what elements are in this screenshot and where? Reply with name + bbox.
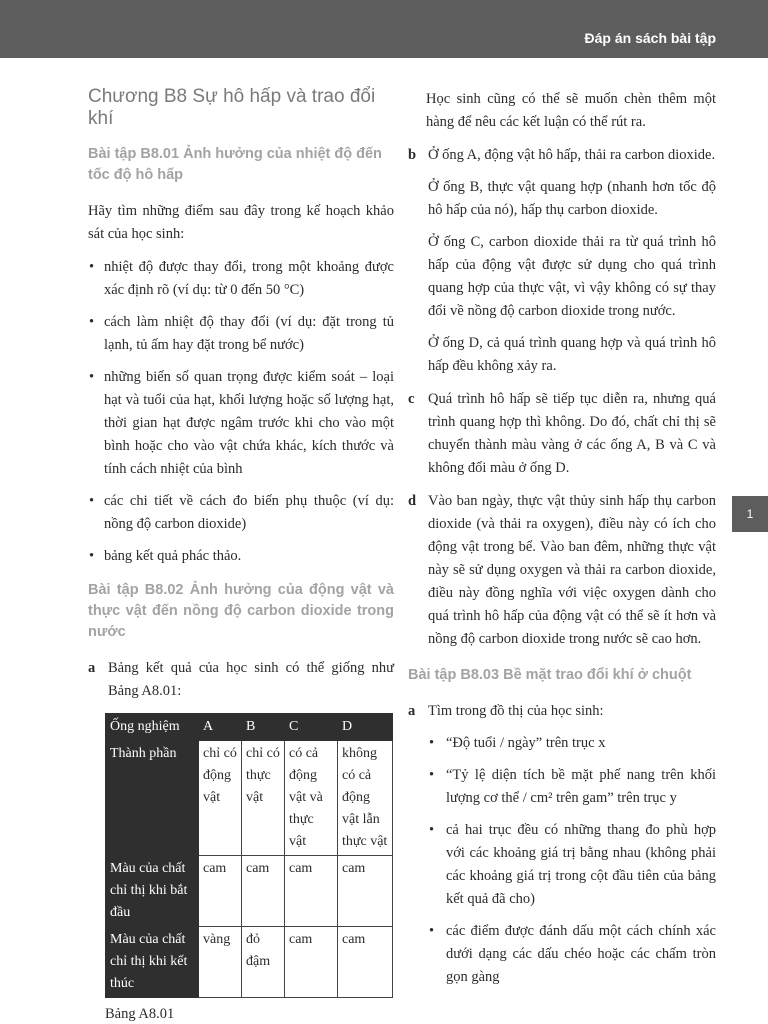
table-row [106,741,393,856]
table-header-row [106,714,393,741]
b802-part-d [408,490,716,651]
b802-d-text: Vào ban ngày, thực vật thủy sinh hấp thụ carbon dioxide (và thải ra oxygen), điều này có ích cho động vật trong bể. Vào ban đêm, những thực vật này sẽ sử dụng oxygen và thải ra carbon dioxide, điều này đồng nghĩa với việc oxygen dành cho quá trình hô hấp của động vật có thể sẽ ít hơn và nồng độ carbon dioxide trong nước sẽ cao hơn. [428,493,716,647]
table-cell: không có cả động vật lẫn thực vật [338,741,393,856]
list-item: • cách làm nhiệt độ thay đổi (ví dụ: đặt trong tủ lạnh, tủ ấm hay đặt trong bể nước) [88,311,394,357]
b802-b-para: Ở ống A, động vật hô hấp, thải ra carbon dioxide. [428,147,716,163]
table-cell: chỉ có động vật [199,741,242,856]
table-cell: B [242,714,285,741]
table-cell: A [199,714,242,741]
table-row [106,856,393,927]
b803-bullet-list [428,732,716,989]
top-header-bar [0,0,768,58]
part-label: d [408,493,417,509]
b801-heading: Bài tập B8.01 Ảnh hưởng của nhiệt độ đến tốc độ hô hấp [88,146,382,183]
table-cell: chỉ có thực vật [242,741,285,856]
list-item: • bảng kết quả phác thảo. [88,545,394,568]
list-item: • các điểm được đánh dấu một cách chính xác dưới dạng các dấu chéo hoặc các chấm tròn gọn gàng [428,920,716,989]
list-item: • các chi tiết về cách đo biến phụ thuộc (ví dụ: nồng độ carbon dioxide) [88,490,394,536]
b801-bullet-list [88,256,394,568]
table-caption: Bảng A8.01 [105,1006,175,1022]
part-label: c [408,391,415,407]
table-cell: Thành phần [106,741,199,856]
chapter-title: Chương B8 Sự hô hấp và trao đổi khí [88,86,376,129]
table-cell: C [285,714,338,741]
right-column [408,88,716,1001]
table-cell: cam [285,927,338,998]
b802-part-c [408,388,716,480]
table-cell: D [338,714,393,741]
part-label: a [408,703,416,719]
table-cell: Màu của chất chỉ thị khi kết thúc [106,927,199,998]
part-label: b [408,147,417,163]
b802-part-b [408,144,716,378]
b802-b-para: Ở ống D, cả quá trình quang hợp và quá trình hô hấp đều không xảy ra. [428,335,716,374]
b802-c-text: Quá trình hô hấp sẽ tiếp tục diễn ra, nhưng quá trình quang hợp thì không. Do đó, chất chỉ thị sẽ chuyển thành màu vàng ở các ống A, B và C và không đổi màu ở ống D. [428,391,716,476]
table-cell: cam [338,927,393,998]
b802-a-continuation: Học sinh cũng có thể sẽ muốn chèn thêm một hàng để nêu các kết luận có thể rút ra. [426,91,716,130]
page-tab: 1 [732,496,768,532]
list-item: • “Độ tuổi / ngày” trên trục x [428,732,716,755]
table-cell: Ống nghiệm [106,714,199,741]
b802-a-text: Bảng kết quả của học sinh có thể giống như Bảng A8.01: [108,660,394,699]
b802-b-para: Ở ống C, carbon dioxide thải ra từ quá trình hô hấp của động vật được sử dụng cho quá trình quang hợp của thực vật, vì vậy không có sự thay đổi về nồng độ carbon dioxide trong nước. [428,234,716,319]
b802-b-para: Ở ống B, thực vật quang hợp (nhanh hơn tốc độ hô hấp của nó), hấp thụ carbon dioxide. [428,179,716,218]
list-item: • nhiệt độ được thay đổi, trong một khoảng được xác định rõ (ví dụ: từ 0 đến 50 °C) [88,256,394,302]
table-cell: đỏ đậm [242,927,285,998]
list-item: • cả hai trục đều có những thang đo phù hợp với các khoảng giá trị bằng nhau (không phải các khoảng giá trị trong cột đầu tiên của bảng kết quả đã cho) [428,819,716,911]
b801-intro: Hãy tìm những điểm sau đây trong kế hoạch khảo sát của học sinh: [88,203,394,242]
table-cell: cam [285,856,338,927]
b802-heading: Bài tập B8.02 Ảnh hưởng của động vật và thực vật đến nồng độ carbon dioxide trong nước [88,582,394,640]
left-column [88,86,394,1023]
table-cell: có cả động vật và thực vật [285,741,338,856]
table-cell: cam [242,856,285,927]
part-label: a [88,660,96,676]
b802-part-a [88,657,394,703]
b803-part-a [408,700,716,989]
b803-a-text: Tìm trong đồ thị của học sinh: [428,703,604,719]
table-cell: cam [338,856,393,927]
table-cell: Màu của chất chỉ thị khi bắt đầu [106,856,199,927]
list-item: • những biến số quan trọng được kiểm soát – loại hạt và tuổi của hạt, khối lượng hoặc số lượng hạt, thời gian hạt được ngâm trước khi cho vào một bình hoặc cho vào vật chứa khác, kích thước và tính cách nhiệt của bình [88,366,394,481]
list-item: • “Tỷ lệ diện tích bề mặt phế nang trên khối lượng cơ thể / cm² trên gam” trên trục y [428,764,716,810]
table-cell: vàng [199,927,242,998]
table-cell: cam [199,856,242,927]
b803-heading: Bài tập B8.03 Bề mặt trao đổi khí ở chuột [408,667,692,683]
results-table [105,713,393,998]
table-row [106,927,393,998]
header-title: Đáp án sách bài tập [584,30,716,46]
